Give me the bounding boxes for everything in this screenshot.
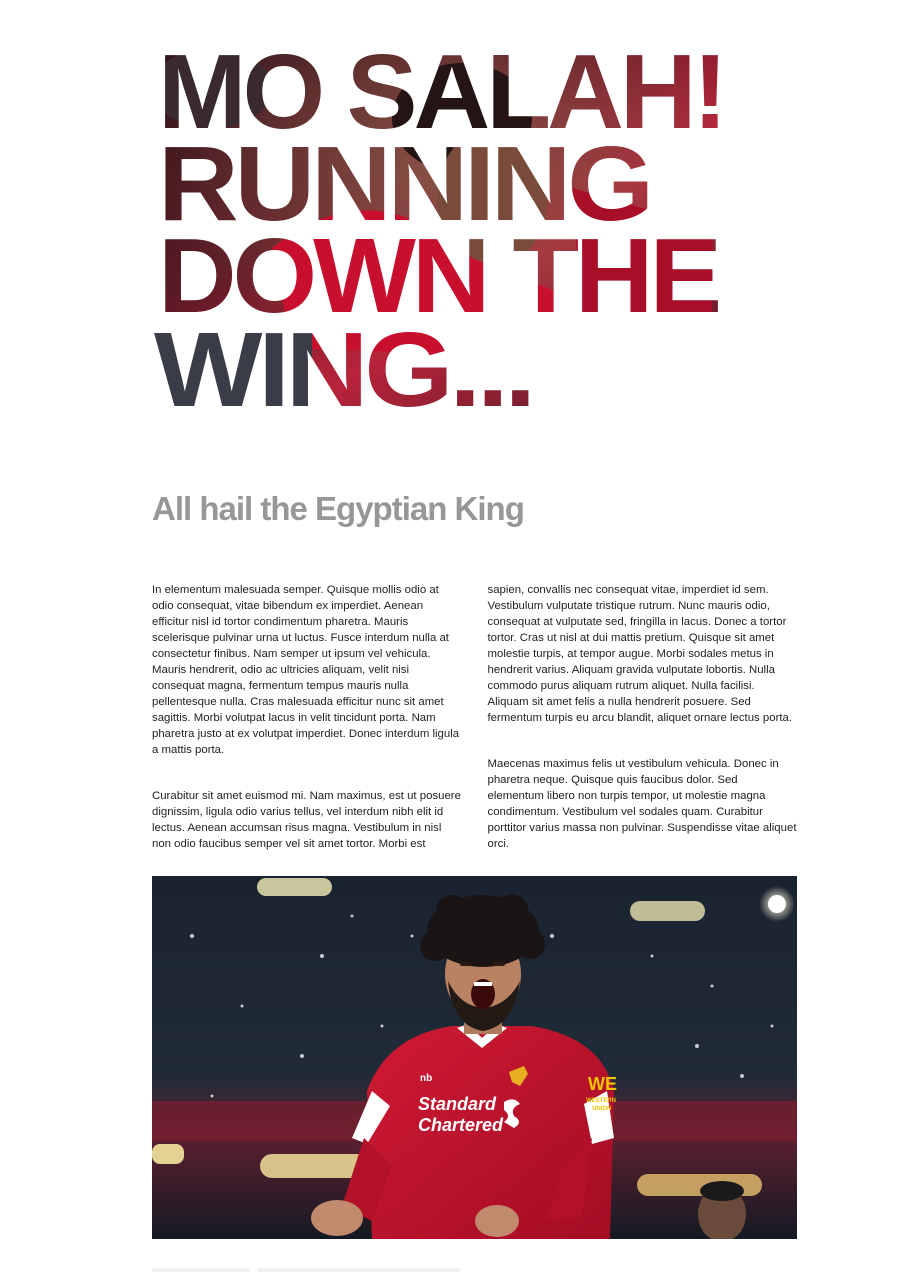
sleeve-sponsor-line-1: WESTERN xyxy=(586,1098,616,1104)
next-section-stub-2 xyxy=(258,1268,460,1272)
hero-title-graphic xyxy=(152,28,752,428)
next-section-stub-1 xyxy=(152,1268,250,1272)
article-paragraph-3: Maecenas maximus felis ut vestibulum vehicula. Donec in pharetra neque. Quisque quis faucibus dolor. Sed elementum libero non turpis tempor, ut molestie magna condimentum. Vestibulum vel sodales quam. Curabitur porttitor varius massa non pulvinar. Suspendisse vitae aliquet orci. xyxy=(487,758,797,850)
sponsor-line-2: Chartered xyxy=(418,1115,504,1135)
hero-title-line-4: WING... xyxy=(154,311,532,428)
article-body xyxy=(152,582,797,867)
sleeve-sponsor-mark: WE xyxy=(588,1074,617,1094)
article-subtitle: All hail the Egyptian King xyxy=(152,490,524,527)
player-photo xyxy=(152,876,797,1239)
article-paragraph-1: In elementum malesuada semper. Quisque mollis odio at odio consequat, vitae bibendum ex imperdiet. Aenean efficitur nisl id tortor condimentum pharetra. Mauris scelerisque pulvinar urna ut luctus. Fusce interdum nulla at consectetur finibus. Nam semper ut ipsum vel vehicula. Mauris hendrerit, odio ac ultricies aliquam, velit nisi consequat magna, fermentum tempus mauris nulla pellentesque nulla. Cras malesuada efficitur nunc sit amet sagittis. Morbi volutpat lacus in velit tincidunt porta. Nam pharetra justo at ex volutpat imperdiet. Donec interdum ligula a mattis porta. xyxy=(152,584,460,756)
hero-title xyxy=(152,28,752,428)
player-photo-graphic xyxy=(152,876,797,1239)
hero-title-line-2: RUNNING xyxy=(158,125,650,243)
article-paragraph-2: Curabitur sit amet euismod mi. Nam maximus, est ut posuere dignissim, ligula odio varius tellus, vel interdum nibh elit id lectus. Aenean accumsan risus magna. Vestibulum in nisl non odio faucibus semper vel sit amet tortor. Morbi est sapien, convallis nec consequat vitae, imperdiet id sem. Vestibulum vulputate tristique rutrum. Nunc mauris odio, consequat at vulputate sed, fringilla in lacus. Donec a tortor tortor. Cras ut nisl at dui mattis pretium. Quisque sit amet molestie turpis, at tempor augue. Morbi sodales metus in hendrerit varius. Aliquam gravida vulputate lobortis. Nulla commodo purus aliquam rutrum aliquet. Nulla facilisi. Aliquam sit amet felis a nulla hendrerit posuere. Sed fermentum turpis eu arcu blandit, aliquet ornare lectus porta. xyxy=(152,584,793,850)
kit-maker-logo: nb xyxy=(420,1073,433,1084)
sleeve-sponsor-line-2: UNION xyxy=(592,1106,612,1112)
hero-title-line-3: DOWN THE xyxy=(158,217,719,335)
sponsor-line-1: Standard xyxy=(418,1094,497,1114)
hero-title-line-1: MO SALAH! xyxy=(158,33,724,151)
